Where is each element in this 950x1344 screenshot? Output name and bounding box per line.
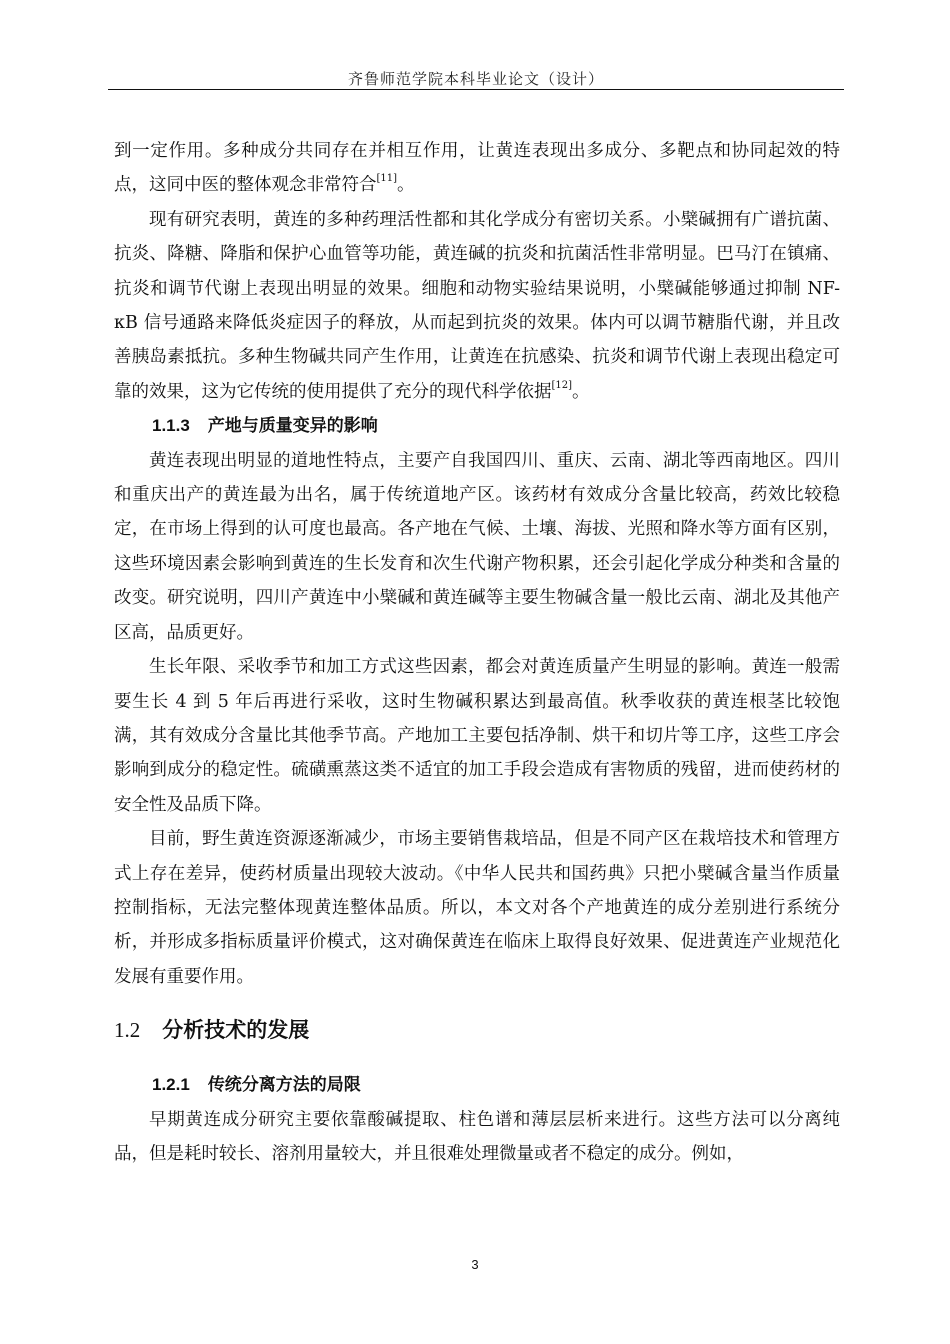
heading-1-2-1-title: 传统分离方法的局限 xyxy=(207,1075,361,1096)
heading-1-1-3 xyxy=(114,409,840,443)
paragraph-3: 黄连表现出明显的道地性特点，主要产自我国四川、重庆、云南、湖北等西南地区。四川和重庆出产的黄连最为出名，属于传统道地产区。该药材有效成分含量比较高，药效比较稳定，在市场上得到的认可度也最高。各产地在气候、土壤、海拔、光照和降水等方面有区别，这些环境因素会影响到黄连的生长发育和次生代谢产物积累，还会引起化学成分种类和含量的改变。研究说明，四川产黄连中小檗碱和黄连碱等主要生物碱含量一般比云南、湖北及其他产区高，品质更好。 xyxy=(114,450,840,643)
header-rule xyxy=(108,89,844,90)
paragraph-2-end: 。 xyxy=(572,381,590,402)
citation-11: [11] xyxy=(376,173,398,185)
paragraph-2 xyxy=(114,203,840,409)
heading-1-2 xyxy=(114,994,840,1068)
citation-12: [12] xyxy=(551,379,573,391)
paragraph-6: 早期黄连成分研究主要依靠酸碱提取、柱色谱和薄层层析来进行。这些方法可以分离纯品，但是耗时较长、溶剂用量较大，并且很难处理微量或者不稳定的成分。例如， xyxy=(114,1109,840,1164)
heading-1-1-3-title: 产地与质量变异的影响 xyxy=(207,416,378,437)
paragraph-2-text: 现有研究表明，黄连的多种药理活性都和其化学成分有密切关系。小檗碱拥有广谱抗菌、抗炎、降糖、降脂和保护心血管等功能，黄连碱的抗炎和抗菌活性非常明显。巴马汀在镇痛、抗炎和调节代谢上表现出明显的效果。细胞和动物实验结果说明，小檗碱能够通过抑制 NF-κB 信号通路来降低炎症因子的释放，从而起到抗炎的效果。体内可以调节糖脂代谢，并且改善胰岛素抵抗。多种生物碱共同产生作用，让黄连在抗感染、抗炎和调节代谢上表现出稳定可靠的效果，这为它传统的使用提供了充分的现代科学依据 xyxy=(114,209,840,402)
paragraph-1 xyxy=(114,134,840,203)
heading-1-2-title: 分析技术的发展 xyxy=(162,1018,310,1043)
heading-1-2-1 xyxy=(114,1068,840,1102)
page-number: 3 xyxy=(471,1257,479,1272)
paragraph-4: 生长年限、采收季节和加工方式这些因素，都会对黄连质量产生明显的影响。黄连一般需要生长 4 到 5 年后再进行采收，这时生物碱积累达到最高值。秋季收获的黄连根茎比较饱满，其有效成分含量比其他季节高。产地加工主要包括净制、烘干和切片等工序，这些工序会影响到成分的稳定性。硫磺熏蒸这类不适宜的加工手段会造成有害物质的残留，进而使药材的安全性及品质下降。 xyxy=(114,657,840,815)
heading-1-1-3-number: 1.1.3 xyxy=(152,416,190,436)
paragraph-1-end: 。 xyxy=(397,175,415,196)
heading-1-2-number: 1.2 xyxy=(114,1018,141,1043)
page-body xyxy=(114,134,840,1171)
running-header: 齐鲁师范学院本科毕业论文（设计） xyxy=(347,70,604,88)
paragraph-5: 目前，野生黄连资源逐渐减少，市场主要销售栽培品，但是不同产区在栽培技术和管理方式上存在差异，使药材质量出现较大波动。《中华人民共和国药典》只把小檗碱含量当作质量控制指标，无法完整体现黄连整体品质。所以，本文对各个产地黄连的成分差别进行系统分析，并形成多指标质量评价模式，这对确保黄连在临床上取得良好效果、促进黄连产业规范化发展有重要作用。 xyxy=(114,829,840,987)
paragraph-1-text: 到一定作用。多种成分共同存在并相互作用，让黄连表现出多成分、多靶点和协同起效的特点，这同中医的整体观念非常符合 xyxy=(114,141,840,196)
heading-1-2-1-number: 1.2.1 xyxy=(152,1075,190,1095)
